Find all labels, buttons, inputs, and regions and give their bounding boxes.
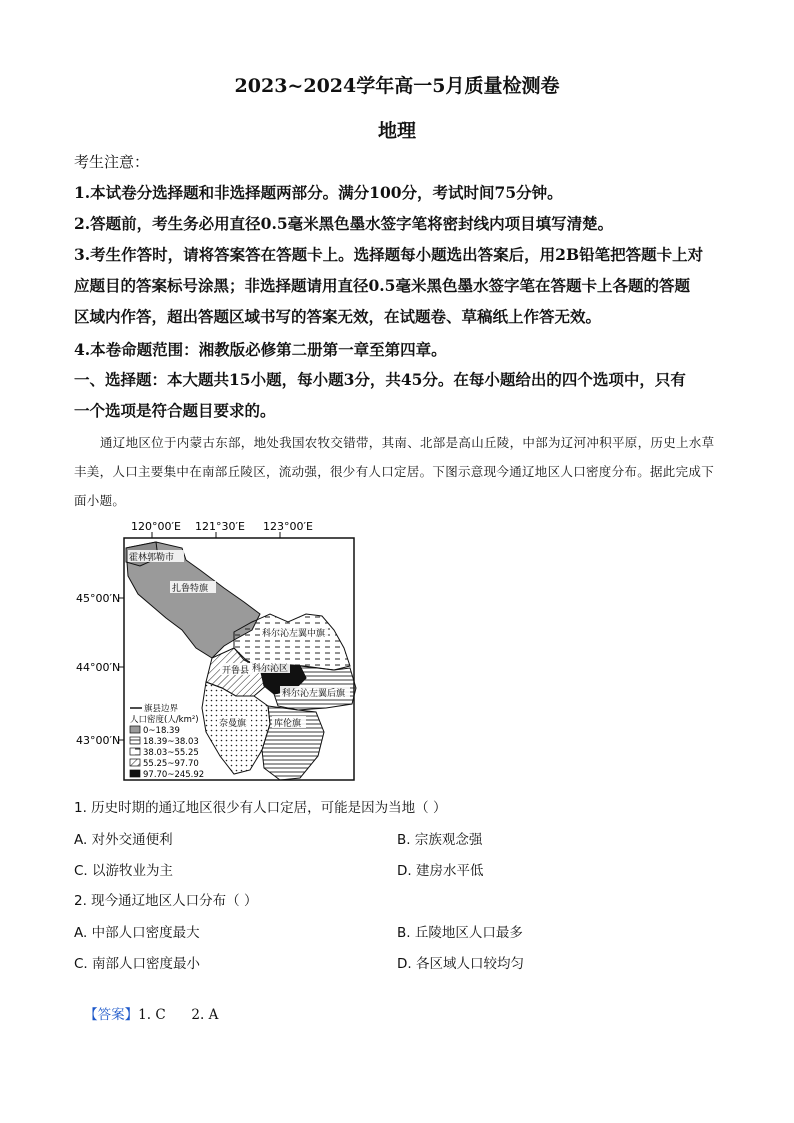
- legend-class-2: 18.39~38.03: [143, 737, 199, 747]
- question-2-option-d: D. 各区域人口较均匀: [397, 956, 524, 972]
- lat-label-2: 44°00′N: [76, 661, 121, 674]
- section-heading-line-2: 一个选项是符合题目要求的。: [74, 401, 276, 420]
- answer-line: [74, 984, 218, 1023]
- exam-title: 2023~2024学年高一5月质量检测卷: [234, 75, 560, 97]
- reading-passage: 通辽地区位于内蒙古东部，地处我国农牧交错带，其南、北部是高山丘陵，中部为辽河冲积平原，历史上水草丰美，人口主要集中在南部丘陵区，流动强，很少有人口定居。下图示意现今通辽地区人口密度分布。据此完成下面小题。: [74, 435, 715, 508]
- label-kezuo-rear: 科尔沁左翼后旗: [282, 689, 346, 699]
- question-2-option-b: B. 丘陵地区人口最多: [397, 925, 523, 941]
- notice-item-4: 4.本卷命题范围：湘教版必修第二册第一章至第四章。: [74, 340, 447, 359]
- label-huolinguole: 霍林郭勒市: [129, 553, 175, 563]
- legend-boundary: 旗县边界: [144, 704, 179, 714]
- answer-value: 1. C 2. A: [138, 1007, 219, 1023]
- lat-label-3: 43°00′N: [76, 734, 121, 747]
- label-kailu: 开鲁县: [222, 666, 250, 676]
- subject-title: 地理: [377, 120, 416, 142]
- notice-item-3-line-3: 区域内作答，超出答题区域书写的答案无效，在试题卷、草稿纸上作答无效。: [74, 307, 602, 326]
- legend-title: 人口密度(人/km²): [130, 715, 199, 725]
- notice-item-3-line-2: 应题目的答案标号涂黑；非选择题请用直径0.5毫米黑色墨水签字笔在答题卡上各题的答题: [74, 276, 690, 295]
- label-zhalute: 扎鲁特旗: [172, 584, 209, 594]
- population-density-map: [74, 518, 374, 790]
- lat-label-1: 45°00′N: [76, 592, 121, 605]
- label-kezuo-middle: 科尔沁左翼中旗: [262, 629, 326, 639]
- question-1-option-b: B. 宗族观念强: [397, 832, 483, 848]
- question-2-stem: 2. 现今通辽地区人口分布（ ）: [74, 893, 258, 909]
- question-1-option-c: C. 以游牧业为主: [74, 863, 174, 879]
- notice-item-2: 2.答题前，考生务必用直径0.5毫米黑色墨水签字笔将密封线内项目填写清楚。: [74, 214, 614, 233]
- question-1-stem: 1. 历史时期的通辽地区很少有人口定居，可能是因为当地（ ）: [74, 800, 447, 816]
- legend-class-1: 0~18.39: [143, 726, 180, 736]
- question-2-option-a: A. 中部人口密度最大: [74, 925, 200, 941]
- question-1-option-a: A. 对外交通便利: [74, 832, 173, 848]
- label-kulun: 库伦旗: [274, 719, 302, 729]
- answer-label: 【答案】: [84, 1007, 139, 1023]
- notice-item-3-line-1: 3.考生作答时，请将答案答在答题卡上。选择题每小题选出答案后，用2B铅笔把答题卡上对: [74, 245, 704, 264]
- label-kerqin: 科尔沁区: [252, 664, 289, 674]
- lon-label-2: 121°30′E: [195, 520, 245, 533]
- legend-class-4: 55.25~97.70: [143, 759, 199, 769]
- question-1-option-d: D. 建房水平低: [397, 863, 484, 879]
- section-heading-line-1: 一、选择题：本大题共15小题，每小题3分，共45分。在每小题给出的四个选项中，只有: [74, 370, 686, 389]
- legend-class-3: 38.03~55.25: [143, 748, 199, 758]
- lon-label-3: 123°00′E: [263, 520, 313, 533]
- notice-heading: 考生注意：: [74, 153, 150, 171]
- lon-label-1: 120°00′E: [131, 520, 181, 533]
- notice-item-1: 1.本试卷分选择题和非选择题两部分。满分100分，考试时间75分钟。: [74, 183, 563, 202]
- legend-class-5: 97.70~245.92: [143, 770, 205, 780]
- question-2-option-c: C. 南部人口密度最小: [74, 956, 201, 972]
- label-naiman: 奈曼旗: [219, 719, 247, 729]
